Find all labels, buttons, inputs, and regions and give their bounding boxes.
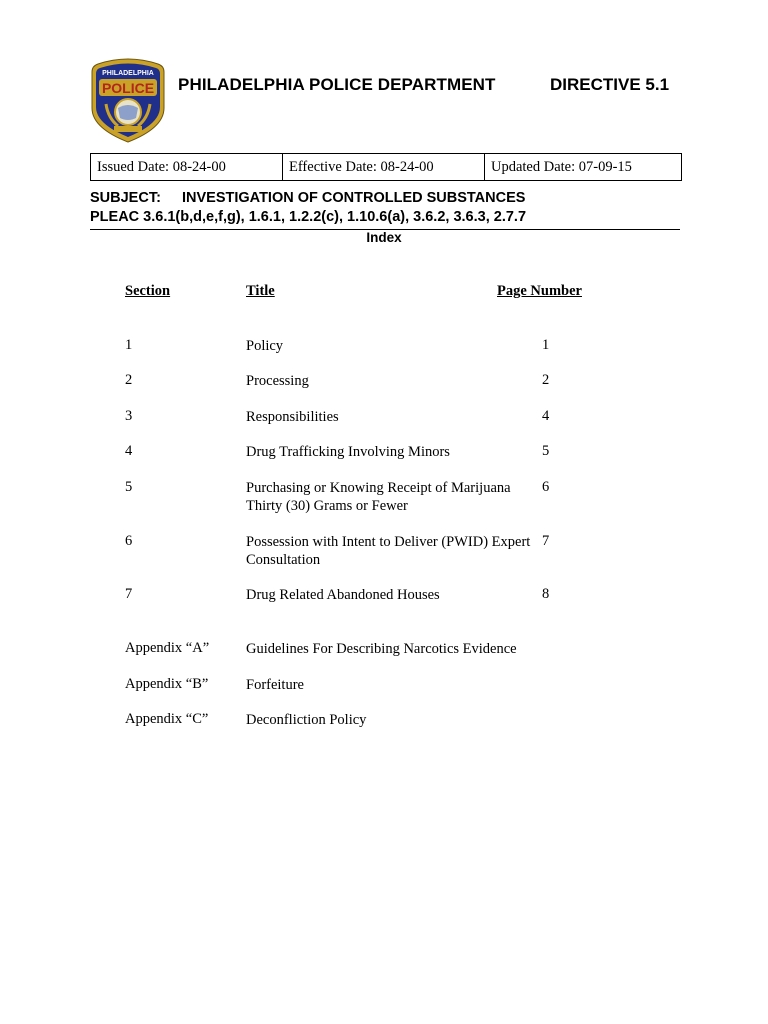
appendix-label: Appendix “C” xyxy=(125,711,209,727)
pleac-references: PLEAC 3.6.1(b,d,e,f,g), 1.6.1, 1.2.2(c), 1.10.6(a), 3.6.2, 3.6.3, 2.7.7 xyxy=(90,209,527,225)
row-page: 1 xyxy=(542,337,550,353)
row-section: 1 xyxy=(125,337,133,353)
row-page: 2 xyxy=(542,372,550,388)
row-title: Purchasing or Knowing Receipt of Marijuana Thirty (30) Grams or Fewer xyxy=(246,480,511,514)
row-title: Processing xyxy=(246,373,309,389)
row-title: Policy xyxy=(246,338,284,354)
appendix-title: Guidelines For Describing Narcotics Evidence xyxy=(246,641,517,657)
row-title: Responsibilities xyxy=(246,409,339,425)
updated-date: Updated Date: 07-09-15 xyxy=(491,159,632,175)
row-section: 4 xyxy=(125,443,133,459)
title-header: Title xyxy=(246,283,275,299)
row-page: 6 xyxy=(542,479,550,495)
row-section: 6 xyxy=(125,533,133,549)
subject-text: INVESTIGATION OF CONTROLLED SUBSTANCES xyxy=(182,190,526,206)
badge-main-text: POLICE xyxy=(101,80,155,96)
row-page: 4 xyxy=(542,408,550,424)
row-section: 5 xyxy=(125,479,133,495)
directive-number: DIRECTIVE 5.1 xyxy=(550,75,670,94)
row-title: Drug Related Abandoned Houses xyxy=(246,587,440,603)
index-title: Index xyxy=(366,230,402,245)
badge-top-text: PHILADELPHIA xyxy=(102,70,154,77)
row-section: 7 xyxy=(125,586,133,602)
section-header: Section xyxy=(125,283,171,299)
row-section: 3 xyxy=(125,408,133,424)
row-page: 8 xyxy=(542,586,550,602)
department-title: PHILADELPHIA POLICE DEPARTMENT xyxy=(178,75,496,94)
row-section: 2 xyxy=(125,372,133,388)
row-page: 5 xyxy=(542,443,550,459)
row-title: Possession with Intent to Deliver (PWID) Expert Consultation xyxy=(246,534,531,568)
police-badge-logo xyxy=(88,56,168,144)
effective-date: Effective Date: 08-24-00 xyxy=(283,154,485,180)
appendix-title: Deconfliction Policy xyxy=(246,712,367,728)
appendix-label: Appendix “A” xyxy=(125,640,210,656)
row-title: Drug Trafficking Involving Minors xyxy=(246,444,450,460)
appendix-title: Forfeiture xyxy=(246,677,304,693)
page-number-header: Page Number xyxy=(497,283,582,299)
issued-date: Issued Date: 08-24-00 xyxy=(91,154,283,180)
row-page: 7 xyxy=(542,533,550,549)
subject-line xyxy=(90,190,525,206)
subject-label: SUBJECT: xyxy=(90,190,161,206)
appendix-label: Appendix “B” xyxy=(125,676,209,692)
dates-table xyxy=(90,153,682,181)
